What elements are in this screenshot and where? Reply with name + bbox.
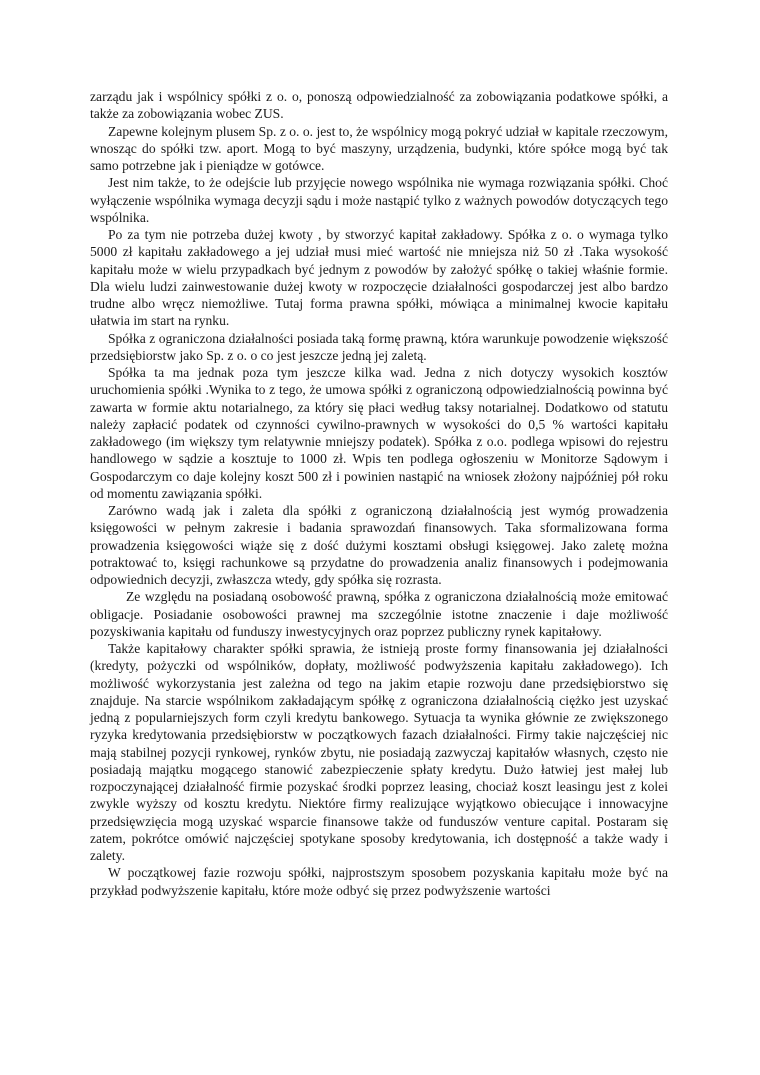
paragraph: Zapewne kolejnym plusem Sp. z o. o. jest to, że wspólnicy mogą pokryć udział w kapitale rzeczowym, wnosząc do spółki tzw. aport. Mogą to być maszyny, urządzenia, budynki, które spółce mogą być tak samo potrzebne jak i pieniądze w gotówce. <box>90 123 668 173</box>
paragraph: Także kapitałowy charakter spółki sprawia, że istnieją proste formy finansowania jej działalności (kredyty, pożyczki od wspólników, dopłaty, możliwość podwyższenia kapitału zakładowego). Ich możliwość wykorzystania jest zależna od tego na jakim etapie rozwoju dane przedsiębiorstwo się znajduje. Na starcie wspólnikom zakładającym spółkę z ograniczona działalnością ciężko jest uzyskać jedną z popularniejszych form czyli kredytu bankowego. Sytuacja ta wynika głównie ze zwiększonego ryzyka kredytowania przedsiębiorstw w początkowych fazach działalności. Firmy takie najczęściej nic mają stabilnej pozycji rynkowej, rynków zbytu, nie posiadają zazwyczaj kapitałów własnych, często nie posiadają majątku mogącego stanowić zabezpieczenie spłaty kredytu. Dużo łatwiej jest małej lub rozpoczynającej działalność firmie pozyskać środki poprzez leasing, chociaż koszt leasingu jest z kolei zwykle wyższy od kosztu kredytu. Niektóre firmy realizujące wyjątkowo obiecujące i innowacyjne przedsięwzięcia mogą uzyskać wsparcie finansowe także od funduszów venture capital. Postaram się zatem, pokrótce omówić najczęściej spotykane sposoby kredytowania, ich dostępność a także wady i zalety. <box>90 641 668 863</box>
paragraph: Po za tym nie potrzeba dużej kwoty , by stworzyć kapitał zakładowy. Spółka z o. o wymaga tylko 5000 zł kapitału zakładowego a jej udział musi mieć wartość nie mniejsza niż 50 zł .Taka wysokość kapitału może w wielu przypadkach być jednym z powodów by założyć spółkę o takiej właśnie formie. Dla wielu ludzi zainwestowanie dużej kwoty w rozpoczęcie działalności gospodarczej jest albo bardzo trudne albo wręcz niemożliwe. Tutaj forma prawna spółki, mówiąca a minimalnej kwocie kapitału ułatwia im start na rynku. <box>90 227 668 329</box>
paragraph: zarządu jak i wspólnicy spółki z o. o, ponoszą odpowiedzialność za zobowiązania podatkowe spółki, a także za zobowiązania wobec ZUS. <box>90 89 668 122</box>
paragraph: Spółka z ograniczona działalności posiada taką formę prawną, która warunkuje powodzenie większość przedsiębiorstw jako Sp. z o. o co jest jeszcze jedną jej zaletą. <box>90 330 668 363</box>
paragraph: W początkowej fazie rozwoju spółki, najprostszym sposobem pozyskania kapitału może być na przykład podwyższenie kapitału, które może odbyć się przez podwyższenie wartości <box>90 865 668 898</box>
paragraph: Jest nim także, to że odejście lub przyjęcie nowego wspólnika nie wymaga rozwiązania spółki. Choć wyłączenie wspólnika wymaga decyzji sądu i może nastąpić tylko z ważnych powodów dotyczących tego wspólnika. <box>90 175 668 225</box>
document-body <box>90 88 668 899</box>
paragraph: Zarówno wadą jak i zaleta dla spółki z ograniczoną działalnością jest wymóg prowadzenia księgowości w pełnym zakresie i badania sprawozdań finansowych. Taka sformalizowana forma prowadzenia księgowości wiąże się z dość dużymi kosztami obsługi księgowej. Jako zaletę można potraktować to, księgi rachunkowe są przydatne do prowadzenia analiz finansowych i podejmowania odpowiednich decyzji, zwłaszcza wtedy, gdy spółka się rozrasta. <box>90 503 668 587</box>
paragraph: Spółka ta ma jednak poza tym jeszcze kilka wad. Jedna z nich dotyczy wysokich kosztów uruchomienia spółki .Wynika to z tego, że umowa spółki z ograniczoną odpowiedzialnością powinna być zawarta w formie aktu notarialnego, za który się płaci według taksy notarialnej. Dodatkowo od statutu należy zapłacić podatek od czynności cywilno-prawnych w wysokości do 0,5 % wartości kapitału zakładowego (im większy tym relatywnie mniejszy podatek). Spółka z o.o. podlega wpisowi do rejestru handlowego w sądzie a kosztuje to 1000 zł. Wpis ten podlega ogłoszeniu w Monitorze Sądowym i Gospodarczym co daje kolejny koszt 500 zł i powinien nastąpić na wniosek złożony najpóźniej pół roku od momentu zawiązania spółki. <box>90 365 668 501</box>
paragraph: Ze względu na posiadaną osobowość prawną, spółka z ograniczona działalnością może emitować obligacje. Posiadanie osobowości prawnej ma szczególnie istotne znaczenie i daje możliwość pozyskiwania kapitału od funduszy inwestycyjnych oraz poprzez publiczny rynek kapitałowy. <box>90 589 668 639</box>
